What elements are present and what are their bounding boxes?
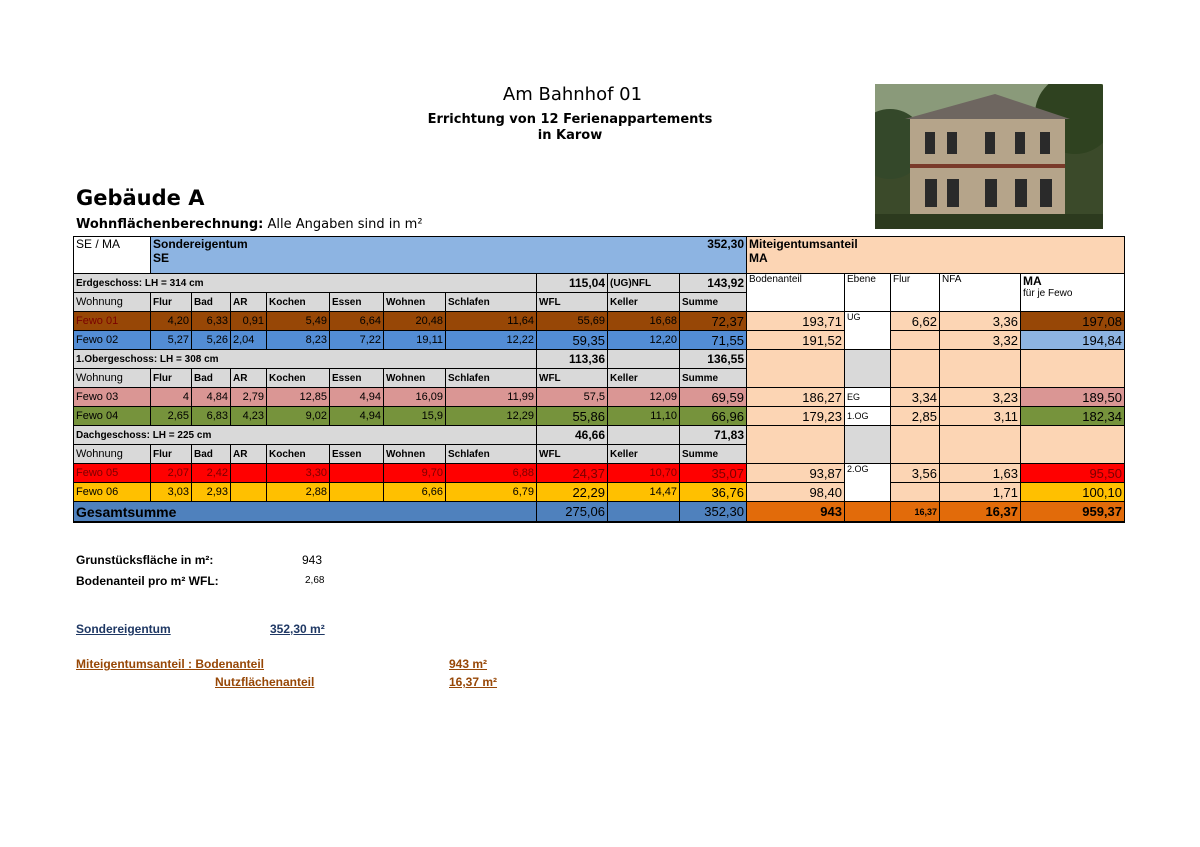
miteigentum-summary-label: Miteigentumsanteil : Bodenanteil xyxy=(76,657,265,671)
cell: 2,07 xyxy=(151,464,192,483)
building-photo xyxy=(875,84,1103,229)
total-empty xyxy=(608,502,680,523)
col-wfl: WFL xyxy=(537,293,608,312)
cell: 22,29 xyxy=(537,483,608,502)
ma-blank xyxy=(940,350,1021,388)
grundstueck-label: Grunstücksfläche in m²: xyxy=(76,553,214,567)
col-kochen: Kochen xyxy=(267,369,330,388)
sondereigentum-header xyxy=(151,237,747,274)
col-bad: Bad xyxy=(192,445,231,464)
cell: 10,70 xyxy=(608,464,680,483)
cell: 4,20 xyxy=(151,312,192,331)
cell: 57,5 xyxy=(537,388,608,407)
cell-ma: 189,50 xyxy=(1021,388,1125,407)
ma-blank xyxy=(891,350,940,388)
se-label: SE xyxy=(153,251,170,265)
col-wohnung: Wohnung xyxy=(74,293,151,312)
cell-ebene: 2.OG xyxy=(845,464,891,502)
col-flur: Flur xyxy=(151,445,192,464)
cell-flur xyxy=(891,483,940,502)
document-subtitle xyxy=(400,112,740,144)
total-empty xyxy=(845,502,891,523)
floor-wfl: 113,36 xyxy=(537,350,608,369)
total-label: Gesamtsumme xyxy=(74,502,537,523)
cell-ebene: UG xyxy=(845,312,891,350)
cell: 2,65 xyxy=(151,407,192,426)
cell: 4,94 xyxy=(330,388,384,407)
total-ma: 959,37 xyxy=(1021,502,1125,523)
total-row xyxy=(74,502,1125,523)
floor-wfl: 46,66 xyxy=(537,426,608,445)
row-name: Fewo 06 xyxy=(74,483,151,502)
subheading-bold: Wohnflächenberechnung: xyxy=(76,217,264,232)
sondereigentum-summary-value: 352,30 m² xyxy=(270,622,325,636)
cell-nfa: 3,32 xyxy=(940,331,1021,350)
col-wohnung: Wohnung xyxy=(74,369,151,388)
ma-blank xyxy=(845,426,891,464)
cell: 5,26 xyxy=(192,331,231,350)
cell: 5,27 xyxy=(151,331,192,350)
cell: 0,91 xyxy=(231,312,267,331)
col-wohnen: Wohnen xyxy=(384,445,446,464)
cell: 5,49 xyxy=(267,312,330,331)
cell: 3,03 xyxy=(151,483,192,502)
cell: 12,09 xyxy=(608,388,680,407)
table-row xyxy=(74,331,1125,350)
cell: 2,88 xyxy=(267,483,330,502)
ma-blank xyxy=(747,426,845,464)
cell-nfa: 3,23 xyxy=(940,388,1021,407)
cell: 2,93 xyxy=(192,483,231,502)
cell-ma: 100,10 xyxy=(1021,483,1125,502)
ma-col-ma xyxy=(1021,274,1125,312)
table-row xyxy=(74,312,1125,331)
miteigentum-summary-value: 943 m² xyxy=(449,657,488,671)
bodenanteil-label: Bodenanteil pro m² WFL: xyxy=(76,574,219,588)
cell xyxy=(231,483,267,502)
se-ma-label: SE / MA xyxy=(74,237,151,274)
ma-blank xyxy=(891,426,940,464)
col-wfl: WFL xyxy=(537,445,608,464)
cell: 6,66 xyxy=(384,483,446,502)
cell: 11,64 xyxy=(446,312,537,331)
cell-flur: 2,85 xyxy=(891,407,940,426)
col-kochen: Kochen xyxy=(267,445,330,464)
cell-ma: 197,08 xyxy=(1021,312,1125,331)
floor-wfl: 115,04 xyxy=(537,274,608,293)
cell: 55,86 xyxy=(537,407,608,426)
col-summe: Summe xyxy=(680,369,747,388)
nutzflaeche-summary-label: Nutzflächenanteil xyxy=(215,675,315,689)
se-total-value: 352,30 xyxy=(707,237,744,251)
cell: 12,29 xyxy=(446,407,537,426)
cell: 19,11 xyxy=(384,331,446,350)
cell: 4,94 xyxy=(330,407,384,426)
col-schlafen: Schlafen xyxy=(446,293,537,312)
cell: 3,30 xyxy=(267,464,330,483)
area-table xyxy=(73,236,1125,523)
total-boden: 943 xyxy=(747,502,845,523)
col-essen: Essen xyxy=(330,369,384,388)
row-name: Fewo 03 xyxy=(74,388,151,407)
cell: 8,23 xyxy=(267,331,330,350)
cell-nfa: 3,36 xyxy=(940,312,1021,331)
cell-summe: 35,07 xyxy=(680,464,747,483)
cell-summe: 69,59 xyxy=(680,388,747,407)
ma-label: MA xyxy=(749,251,768,265)
floor-row-obergeschoss xyxy=(74,350,1125,369)
table-row xyxy=(74,464,1125,483)
document-title: Am Bahnhof 01 xyxy=(502,84,643,105)
cell-ebene: 1.OG xyxy=(845,407,891,426)
row-name: Fewo 04 xyxy=(74,407,151,426)
calculation-subheading xyxy=(76,217,423,232)
ma-col-bodenanteil: Bodenanteil xyxy=(747,274,845,312)
cell-ma: 182,34 xyxy=(1021,407,1125,426)
cell xyxy=(330,483,384,502)
col-essen: Essen xyxy=(330,445,384,464)
cell: 9,70 xyxy=(384,464,446,483)
row-name: Fewo 01 xyxy=(74,312,151,331)
cell: 11,10 xyxy=(608,407,680,426)
floor-row-erdgeschoss xyxy=(74,274,1125,293)
cell: 12,85 xyxy=(267,388,330,407)
col-wohnung: Wohnung xyxy=(74,445,151,464)
floor-label: 1.Obergeschoss: LH = 308 cm xyxy=(74,350,537,369)
cell-summe: 71,55 xyxy=(680,331,747,350)
col-wfl: WFL xyxy=(537,369,608,388)
cell-flur xyxy=(891,331,940,350)
miteigentum-header xyxy=(747,237,1125,274)
col-schlafen: Schlafen xyxy=(446,445,537,464)
col-ar: AR xyxy=(231,445,267,464)
total-wfl: 275,06 xyxy=(537,502,608,523)
cell: 12,20 xyxy=(608,331,680,350)
col-flur: Flur xyxy=(151,369,192,388)
col-summe: Summe xyxy=(680,445,747,464)
cell: 15,9 xyxy=(384,407,446,426)
floor-sum: 143,92 xyxy=(680,274,747,293)
cell: 4,84 xyxy=(192,388,231,407)
cell-boden: 193,71 xyxy=(747,312,845,331)
col-bad: Bad xyxy=(192,293,231,312)
cell-boden: 98,40 xyxy=(747,483,845,502)
cell-boden: 179,23 xyxy=(747,407,845,426)
cell: 12,22 xyxy=(446,331,537,350)
building-heading: Gebäude A xyxy=(76,186,205,210)
cell: 6,33 xyxy=(192,312,231,331)
ma-col-ebene: Ebene xyxy=(845,274,891,312)
cell: 16,68 xyxy=(608,312,680,331)
cell-nfa: 3,11 xyxy=(940,407,1021,426)
cell-nfa: 1,71 xyxy=(940,483,1021,502)
miteigentum-label: Miteigentumsanteil xyxy=(749,237,858,251)
cell: 11,99 xyxy=(446,388,537,407)
cell-flur: 3,34 xyxy=(891,388,940,407)
bodenanteil-value: 2,68 xyxy=(305,575,325,586)
ma-col-nfa: NFA xyxy=(940,274,1021,312)
ma-blank xyxy=(940,426,1021,464)
cell-boden: 93,87 xyxy=(747,464,845,483)
subtitle-line-1: Errichtung von 12 Ferienappartements xyxy=(427,112,713,127)
cell-ma: 194,84 xyxy=(1021,331,1125,350)
cell: 6,79 xyxy=(446,483,537,502)
floor-label: Erdgeschoss: LH = 314 cm xyxy=(74,274,537,293)
floor-label: Dachgeschoss: LH = 225 cm xyxy=(74,426,537,445)
total-sum: 352,30 xyxy=(680,502,747,523)
cell-flur: 6,62 xyxy=(891,312,940,331)
cell: 9,02 xyxy=(267,407,330,426)
cell: 2,04 xyxy=(231,331,267,350)
table-header-se xyxy=(74,237,1125,274)
col-wohnen: Wohnen xyxy=(384,293,446,312)
cell: 2,42 xyxy=(192,464,231,483)
col-schlafen: Schlafen xyxy=(446,369,537,388)
cell: 59,35 xyxy=(537,331,608,350)
col-bad: Bad xyxy=(192,369,231,388)
cell xyxy=(231,464,267,483)
cell: 14,47 xyxy=(608,483,680,502)
ma-blank xyxy=(845,350,891,388)
cell-summe: 36,76 xyxy=(680,483,747,502)
floor-sum: 136,55 xyxy=(680,350,747,369)
subtitle-line-2: in Karow xyxy=(537,128,603,143)
col-keller: Keller xyxy=(608,445,680,464)
cell: 2,79 xyxy=(231,388,267,407)
ma-blank xyxy=(1021,426,1125,464)
cell-ma: 95,50 xyxy=(1021,464,1125,483)
table-row xyxy=(74,388,1125,407)
col-summe: Summe xyxy=(680,293,747,312)
total-flur: 16,37 xyxy=(891,502,940,523)
table-row xyxy=(74,407,1125,426)
row-name: Fewo 02 xyxy=(74,331,151,350)
floor-nfl: (UG)NFL xyxy=(608,274,680,293)
ma-blank xyxy=(747,350,845,388)
col-ar: AR xyxy=(231,369,267,388)
cell: 55,69 xyxy=(537,312,608,331)
cell: 6,88 xyxy=(446,464,537,483)
cell: 16,09 xyxy=(384,388,446,407)
total-nfa: 16,37 xyxy=(940,502,1021,523)
floor-row-dachgeschoss xyxy=(74,426,1125,445)
floor-empty xyxy=(608,350,680,369)
col-essen: Essen xyxy=(330,293,384,312)
cell: 7,22 xyxy=(330,331,384,350)
cell-boden: 186,27 xyxy=(747,388,845,407)
col-kochen: Kochen xyxy=(267,293,330,312)
ma-blank xyxy=(1021,350,1125,388)
cell-ebene: EG xyxy=(845,388,891,407)
row-name: Fewo 05 xyxy=(74,464,151,483)
sondereigentum-summary-label: Sondereigentum xyxy=(76,622,171,636)
ma-col-ma-label: MA xyxy=(1023,274,1042,288)
col-keller: Keller xyxy=(608,293,680,312)
cell: 6,83 xyxy=(192,407,231,426)
subheading-text: Alle Angaben sind in m² xyxy=(263,217,423,232)
cell: 4 xyxy=(151,388,192,407)
cell xyxy=(330,464,384,483)
table-row xyxy=(74,483,1125,502)
floor-empty xyxy=(608,426,680,445)
cell-summe: 66,96 xyxy=(680,407,747,426)
col-keller: Keller xyxy=(608,369,680,388)
ma-col-fuer: für je Fewo xyxy=(1023,288,1073,299)
cell: 4,23 xyxy=(231,407,267,426)
cell-flur: 3,56 xyxy=(891,464,940,483)
col-ar: AR xyxy=(231,293,267,312)
cell-boden: 191,52 xyxy=(747,331,845,350)
ma-col-flur: Flur xyxy=(891,274,940,312)
floor-sum: 71,83 xyxy=(680,426,747,445)
cell: 20,48 xyxy=(384,312,446,331)
sondereigentum-label: Sondereigentum xyxy=(153,237,248,251)
nutzflaeche-summary-value: 16,37 m² xyxy=(449,675,498,689)
cell: 6,64 xyxy=(330,312,384,331)
cell-summe: 72,37 xyxy=(680,312,747,331)
cell-nfa: 1,63 xyxy=(940,464,1021,483)
cell: 24,37 xyxy=(537,464,608,483)
grundstueck-value: 943 xyxy=(302,553,323,567)
col-flur: Flur xyxy=(151,293,192,312)
col-wohnen: Wohnen xyxy=(384,369,446,388)
